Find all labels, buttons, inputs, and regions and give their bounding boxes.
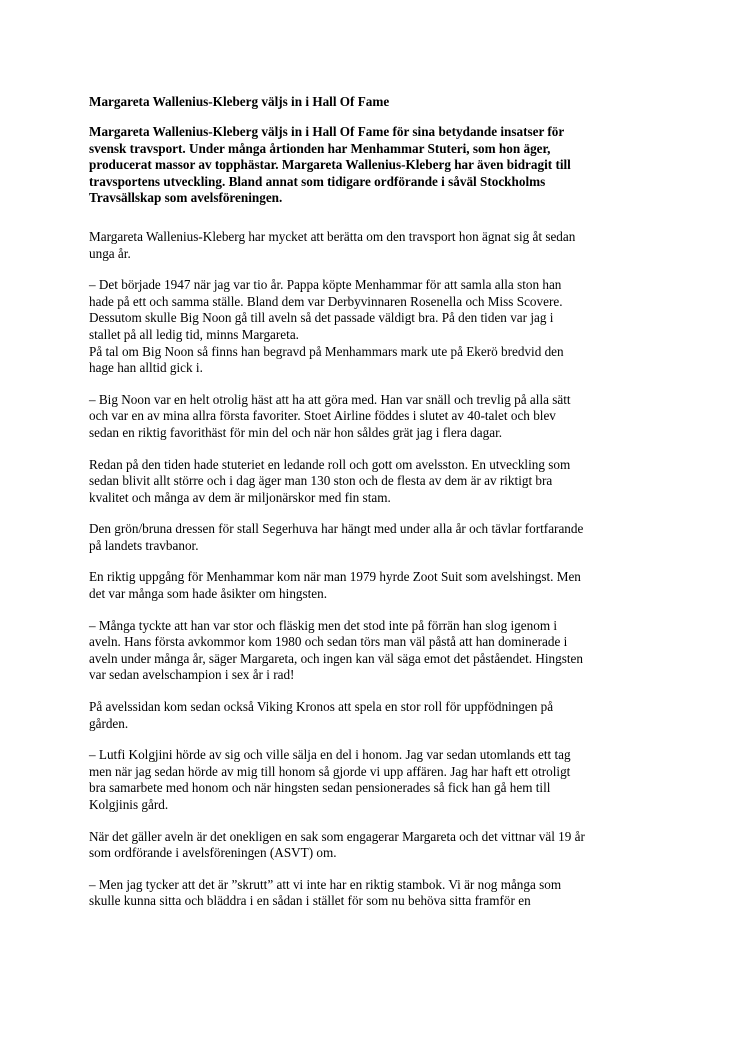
body-paragraph <box>89 747 659 813</box>
body-paragraph <box>89 392 659 442</box>
body-paragraph <box>89 699 659 732</box>
text-line: Den grön/bruna dressen för stall Segerhuva har hängt med under alla år och tävlar fortfarande <box>89 521 584 537</box>
text-line: Margareta Wallenius-Kleberg har mycket att berätta om den travsport hon ägnat sig åt sedan <box>89 228 576 244</box>
text-line: aveln under många år, säger Margareta, och ingen kan väl säga emot det påståendet. Hingsten <box>89 650 583 666</box>
lead-line: producerat massor av topphästar. Margareta Wallenius-Kleberg har även bidragit till <box>89 157 571 173</box>
text-line: sedan en riktig favorithäst för min del och när hon såldes grät jag i flera dagar. <box>89 424 503 440</box>
text-line: och var en av mina allra första favoriter. Stoet Airline föddes i slutet av 40-talet och blev <box>89 408 556 424</box>
text-line: hade på ett och samma ställe. Bland dem var Derbyvinnaren Rosenella och Miss Scovere. <box>89 293 563 309</box>
text-line: En riktig uppgång för Menhammar kom när man 1979 hyrde Zoot Suit som avelshingst. Men <box>89 569 581 585</box>
text-line: Redan på den tiden hade stuteriet en ledande roll och gott om avelsston. En utveckling som <box>89 456 571 472</box>
body-paragraph <box>89 277 659 377</box>
text-line: kvalitet och många av dem är miljonärskor med fin stam. <box>89 489 391 505</box>
lead-line: Travsällskap som avelsföreningen. <box>89 190 283 206</box>
text-line: bra samarbete med honom och när hingsten sedan pensionerades så fick han gå hem till <box>89 780 551 796</box>
lead-line: svensk travsport. Under många årtionden har Menhammar Stuteri, som hon äger, <box>89 140 551 156</box>
body-paragraph <box>89 877 659 910</box>
body-paragraph <box>89 229 659 262</box>
text-line: var sedan avelschampion i sex år i rad! <box>89 667 295 683</box>
text-line: – Det började 1947 när jag var tio år. Pappa köpte Menhammar för att samla alla ston han <box>89 277 562 293</box>
text-line: Dessutom skulle Big Noon gå till aveln så det passade väldigt bra. På den tiden var jag i <box>89 310 554 326</box>
text-line: När det gäller aveln är det onekligen en sak som engagerar Margareta och det vittnar väl 19 år <box>89 828 585 844</box>
text-line: På avelssidan kom sedan också Viking Kronos att spela en stor roll för uppfödningen på <box>89 699 554 715</box>
text-line: unga år. <box>89 245 131 261</box>
lead-line: travsportens utveckling. Bland annat som tidigare ordförande i såväl Stockholms <box>89 173 546 189</box>
text-line: det var många som hade åsikter om hingsten. <box>89 586 328 602</box>
text-line: skulle kunna sitta och bläddra i en sådan i stället för som nu behöva sitta framför en <box>89 893 531 909</box>
text-line: – Lutfi Kolgjini hörde av sig och ville sälja en del i honom. Jag var sedan utomlands ett tag <box>89 747 571 763</box>
text-line: På tal om Big Noon så finns han begravd på Menhammars mark ute på Ekerö bredvid den <box>89 343 564 359</box>
text-line: sedan blivit allt större och i dag äger man 130 ston och de flesta av dem är av riktigt bra <box>89 473 553 489</box>
text-line: stallet på all ledig tid, minns Margareta. <box>89 326 299 342</box>
text-line: som ordförande i avelsföreningen (ASVT) om. <box>89 845 337 861</box>
text-line: – Många tyckte att han var stor och fläskig men det stod inte på förrän han slog igenom i <box>89 617 558 633</box>
body-paragraph <box>89 569 659 602</box>
text-line: aveln. Hans första avkommor kom 1980 och sedan törs man väl påstå att han dominerade i <box>89 634 568 650</box>
text-line: Kolgjinis gård. <box>89 797 169 812</box>
article-lead <box>89 124 659 207</box>
body-paragraph <box>89 521 659 554</box>
body-paragraph <box>89 618 659 684</box>
text-line: hage han alltid gick i. <box>89 360 203 376</box>
body-paragraph <box>89 457 659 507</box>
lead-line: Margareta Wallenius-Kleberg väljs in i Hall Of Fame för sina betydande insatser för <box>89 124 565 139</box>
text-line: – Men jag tycker att det är ”skrutt” att vi inte har en riktig stambok. Vi är nog många som <box>89 876 562 892</box>
text-line: – Big Noon var en helt otrolig häst att ha att göra med. Han var snäll och trevlig på alla sätt <box>89 391 571 407</box>
body-paragraph <box>89 829 659 862</box>
document-page <box>89 93 659 925</box>
text-line: på landets travbanor. <box>89 537 199 553</box>
text-line: men när jag sedan hörde av mig till honom så gjorde vi upp affären. Jag har haft ett otroligt <box>89 763 571 779</box>
article-title: Margareta Wallenius-Kleberg väljs in i Hall Of Fame <box>89 94 390 109</box>
text-line: gården. <box>89 715 129 731</box>
